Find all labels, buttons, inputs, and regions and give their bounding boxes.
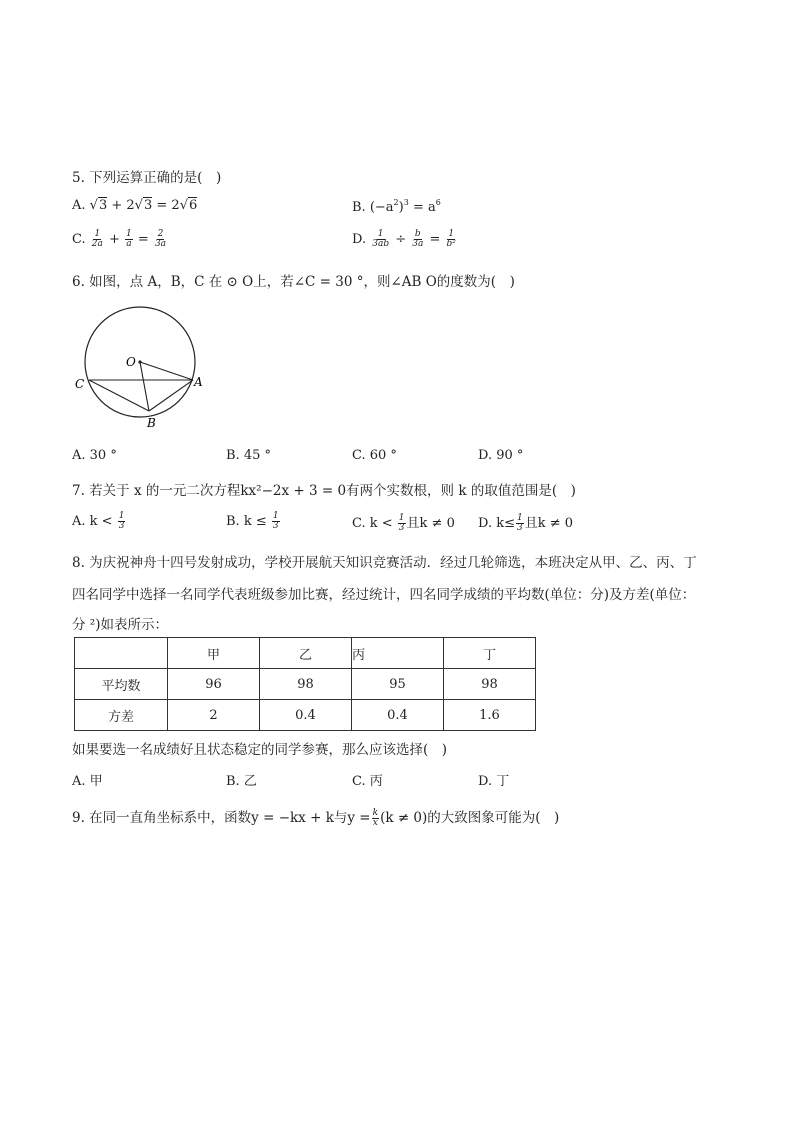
q6-option-a: A. 30 °: [72, 448, 117, 463]
segment-ob: [140, 362, 149, 411]
q7-stem: 7. 若关于 x 的一元二次方程kx²−2x + 3 = 0有两个实数根，则 k 的取值范围是( ): [72, 483, 576, 499]
table-cell: 0.4: [352, 700, 444, 731]
q7-option-a: A. k < $\frac{1}{3}$: [72, 511, 125, 531]
table-cell: 方差: [75, 700, 168, 731]
table-cell: 0.4: [260, 700, 352, 731]
label-c: C: [75, 377, 85, 391]
q9-stem: 9. 在同一直角坐标系中，函数y = −kx + k与y = $\frac{k}{x}$ (k ≠ 0)的大致图象可能为( ): [72, 808, 560, 828]
stem-part: (k ≠ 0)的大致图象可能为( ): [380, 810, 560, 826]
table-cell: 平均数: [75, 669, 168, 700]
q8-option-b: B. 乙: [226, 774, 257, 789]
option-label: D.: [352, 232, 367, 247]
q7-option-b: B. k ≤ $\frac{1}{3}$: [226, 511, 279, 531]
chord-ab: [149, 380, 193, 411]
label-o: O: [126, 355, 136, 369]
option-text: A. k <: [72, 514, 113, 529]
q8-option-d: D. 丁: [478, 774, 510, 789]
q5-option-c: C. $\frac{1}{2a}$ + $\frac{1}{a}$ = $\frac{2}{3a}$: [72, 229, 167, 249]
segment-oa: [140, 362, 193, 380]
option-label: B.: [352, 200, 366, 215]
table-cell: 98: [260, 669, 352, 700]
option-label: A.: [72, 198, 86, 213]
q5-option-d: D. $\frac{1}{3ab}$ ÷ $\frac{b}{3a}$ = $\frac{1}{\text{b²}}$: [352, 229, 456, 249]
table-header-cell: [75, 638, 168, 669]
option-text: D. k≤: [478, 516, 515, 531]
q8-stem-line1: 8. 为庆祝神舟十四号发射成功，学校开展航天知识竞赛活动．经过几轮筛选，本班决定从甲、乙、丙、丁: [72, 555, 697, 571]
table-header-cell: 丁: [444, 638, 536, 669]
label-b: B: [147, 416, 156, 430]
table-cell: 98: [444, 669, 536, 700]
q6-option-d: D. 90 °: [478, 448, 524, 463]
table-row: [75, 669, 536, 700]
q5-stem: 5. 下列运算正确的是( ): [72, 170, 222, 186]
option-label: C.: [72, 232, 86, 247]
table-cell: 1.6: [444, 700, 536, 731]
q6-option-b: B. 45 °: [226, 448, 271, 463]
chord-cb: [89, 380, 149, 411]
option-text: C. k <: [352, 516, 393, 531]
q8-option-c: C. 丙: [352, 774, 383, 789]
expr-tail: = 2: [156, 198, 180, 213]
circle-figure: [70, 300, 210, 440]
table-header-cell: 乙: [260, 638, 352, 669]
option-tail: 且k ≠ 0: [524, 516, 574, 531]
q7-option-d: D. k≤ $\frac{1}{3}$ 且k ≠ 0: [478, 513, 574, 533]
table-header-cell: 丙: [352, 638, 444, 669]
option-text: B. k ≤: [226, 514, 267, 529]
table-cell: 95: [352, 669, 444, 700]
q6-stem: 6. 如图，点 A，B，C 在 ⊙ O上，若∠C = 30 °，则∠AB O的度数为( ): [72, 274, 515, 290]
stem-part: 9. 在同一直角坐标系中，函数y = −kx + k与y =: [72, 810, 371, 826]
expr: (−a: [369, 200, 394, 215]
q7-option-c: C. k < $\frac{1}{3}$ 且k ≠ 0: [352, 513, 455, 533]
q8-stem-line3: 分 ²)如表所示：: [72, 617, 168, 633]
q8-option-a: A. 甲: [72, 774, 103, 789]
q5-option-b: B. $(-a^2)^3 = a^6$: [352, 198, 441, 215]
table-header-cell: 甲: [168, 638, 260, 669]
q6-option-c: C. 60 °: [352, 448, 397, 463]
table-header-row: [75, 638, 536, 669]
table-cell: 96: [168, 669, 260, 700]
center-point: [138, 360, 141, 363]
table-row: [75, 700, 536, 731]
scores-table: [74, 637, 536, 731]
q8-question: 如果要选一名成绩好且状态稳定的同学参赛，那么应该选择( ): [72, 742, 448, 758]
q8-stem-line2: 四名同学中选择一名同学代表班级参加比赛，经过统计，四名同学成绩的平均数(单位：分)及方差(单位：: [72, 587, 696, 603]
table-cell: 2: [168, 700, 260, 731]
option-tail: 且k ≠ 0: [406, 516, 455, 531]
q5-option-a: A. √3 + 2√3 = 2√6: [72, 198, 198, 213]
label-a: A: [194, 375, 203, 389]
